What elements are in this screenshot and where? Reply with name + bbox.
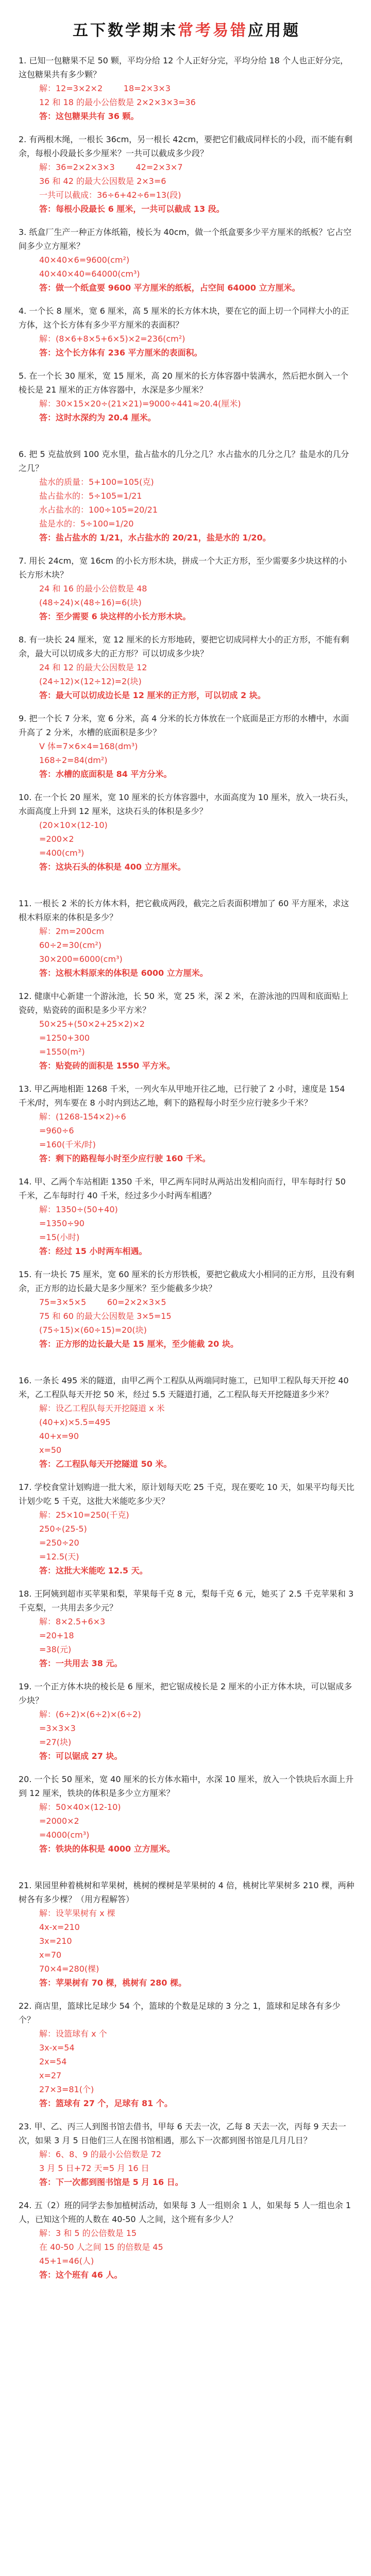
- answer-line: 答：一共用去 38 元。: [39, 1658, 123, 1668]
- answer-line: 解：25×10=250(千克): [39, 1510, 129, 1520]
- question-text: 13. 甲乙两地相距 1268 千米，一列火车从甲地开往乙地，已行驶了 2 小时，速度是 154 千米/时，列车要在 8 小时内到达乙地，剩下的路程每小时至少应行驶多少千米？: [19, 1084, 348, 1108]
- question-block: [19, 1587, 355, 1670]
- question-text: 21. 果园里种着桃树和苹果树，桃树的棵树是苹果树的 4 倍，桃树比苹果树多 210 棵，两种树各有多少棵？（用方程解答）: [19, 1880, 355, 1904]
- question-block: [19, 1175, 355, 1258]
- answer-line: 盐占盐水的：5÷105=1/21: [39, 491, 142, 501]
- answer-line: 答：篮球有 27 个，足球有 81 个。: [39, 2098, 173, 2108]
- answer-line: 盐是水的：5÷100=1/20: [39, 519, 134, 529]
- answer-line: 解：6、8、9 的最小公倍数是 72: [39, 2149, 162, 2159]
- question-text: 6. 把 5 克盐放到 100 克水里，盐占盐水的几分之几？水占盐水的几分之几？盐是水的几分之几？: [19, 449, 349, 473]
- answer-line: 答：乙工程队每天开挖隧道 50 米。: [39, 1459, 172, 1469]
- question-block: [19, 1999, 355, 2110]
- answer-line: 解：设篮球有 x 个: [39, 2029, 107, 2039]
- answer-line: 答：这根木料原来的体积是 6000 立方厘米。: [39, 968, 208, 978]
- question-text: 3. 纸盒厂生产一种正方体纸箱，棱长为 40cm，做一个纸盒要多少平方厘米的纸板？它占空间多少立方厘米？: [19, 227, 352, 251]
- question-text: 24. 五（2）班的同学去参加植树活动，如果每 3 人一组则余 1 人，如果每 5 人一组也余 1 人，已知这个班的人数在 40-50 人之间，这个班有多少人？: [19, 2200, 354, 2224]
- answer-line: 答：贴瓷砖的面积是 1550 平方米。: [39, 1061, 175, 1071]
- answer-line: =250÷20: [39, 1538, 79, 1548]
- question-block: [19, 1374, 355, 1471]
- answer-line: 45+1=46(人): [39, 2256, 94, 2266]
- question-block: [19, 1480, 355, 1578]
- question-block: [19, 1772, 355, 1856]
- answer-line: =27(块): [39, 1737, 72, 1747]
- answer-line: 解：(1268-154×2)÷6: [39, 1112, 126, 1122]
- question-block: [19, 2198, 355, 2282]
- question-text: 22. 商店里，篮球比足球少 54 个，篮球的个数是足球的 3 分之 1，篮球和足球各有多少个？: [19, 2001, 341, 2025]
- answer-line: 答：每根小段最长 6 厘米，一共可以截成 13 段。: [39, 204, 225, 214]
- answer-line: =2000×2: [39, 1816, 79, 1826]
- answer-line: =400(cm³): [39, 848, 85, 858]
- answer-line: 答：最大可以切成边长是 12 厘米的正方形，可以切成 2 块。: [39, 690, 266, 700]
- answer-line: 3 月 5 日+72 天=5 月 16 日: [39, 2163, 149, 2173]
- answer-line: 解：36=2×2×3×3 42=2×3×7: [39, 162, 183, 172]
- answer-line: 解：2m=200cm: [39, 926, 105, 936]
- answer-line: 60÷2=30(cm²): [39, 940, 102, 950]
- answer-line: 解：(8×6+8×5+6×5)×2=236(cm²): [39, 334, 185, 344]
- question-block: [19, 896, 355, 980]
- answer-line: =1350÷90: [39, 1218, 85, 1228]
- answer-line: =960÷6: [39, 1126, 74, 1136]
- answer-line: 27×3=81(个): [39, 2084, 94, 2094]
- question-block: [19, 54, 355, 123]
- answer-line: 36 和 42 的最大公因数是 2×3=6: [39, 176, 166, 186]
- question-text: 7. 用长 24cm，宽 16cm 的小长方形木块，拼成一个大正方形，至少需要多少块这样的小长方形木块？: [19, 556, 347, 580]
- answer-line: (24÷12)×(12÷12)=2(块): [39, 676, 142, 686]
- question-block: [19, 1082, 355, 1165]
- answer-line: 解：1350÷(50+40): [39, 1205, 118, 1214]
- question-block: [19, 790, 355, 874]
- answer-line: 答：水槽的底面积是 84 平方分米。: [39, 769, 172, 779]
- answer-line: (20×10×(12-10): [39, 820, 108, 830]
- answer-line: 答：剩下的路程每小时至少应行驶 160 千米。: [39, 1154, 211, 1163]
- answer-line: 答：下一次都到图书馆是 5 月 16 日。: [39, 2177, 183, 2187]
- question-text: 17. 学校食堂计划购进一批大米，原计划每天吃 25 千克，现在要吃 10 天，如果平均每天比计划少吃 5 千克，这批大米能吃多少天？: [19, 1482, 355, 1506]
- question-text: 19. 一个正方体木块的棱长是 6 厘米，把它锯成棱长是 2 厘米的小正方体木块，可以锯成多少块？: [19, 1682, 352, 1705]
- answer-line: =1550(m²): [39, 1047, 85, 1057]
- answer-line: 答：这个班有 46 人。: [39, 2270, 123, 2280]
- question-block: [19, 304, 355, 360]
- question-block: [19, 1878, 355, 1990]
- answer-line: 答：可以锯成 27 块。: [39, 1751, 123, 1761]
- title-part-2: 常考易错: [178, 22, 248, 40]
- question-text: 12. 健康中心新建一个游泳池，长 50 米，宽 25 米，深 2 米，在游泳池的四周和底面贴上瓷砖，贴瓷砖的面积是多少平方米？: [19, 991, 348, 1015]
- question-text: 10. 在一个长 20 厘米，宽 10 厘米的长方体容器中，水面高度为 10 厘米，放入一块石头，水面高度上升到 12 厘米，这块石头的体积是多少？: [19, 792, 354, 816]
- answer-line: 3x=210: [39, 1936, 72, 1946]
- answer-line: 在 40-50 人之间 15 的倍数是 45: [39, 2242, 163, 2252]
- page-title: [19, 18, 355, 40]
- answer-line: x=27: [39, 2071, 62, 2080]
- answer-line: =20+18: [39, 1631, 74, 1640]
- answer-line: 50×25+(50×2+25×2)×2: [39, 1019, 145, 1029]
- answer-line: 75=3×5×5 60=2×2×3×5: [39, 1297, 166, 1307]
- question-block: [19, 447, 355, 545]
- answer-line: 解：(6÷2)×(6÷2)×(6÷2): [39, 1709, 141, 1719]
- question-text: 11. 一根长 2 米的长方体木料，把它截成两段，截完之后表面积增加了 60 平方厘米，求这根木料原来的体积是多少？: [19, 899, 349, 922]
- answer-line: 解：设苹果树有 x 棵: [39, 1908, 115, 1918]
- answer-line: =3×3×3: [39, 1723, 76, 1733]
- answer-line: 答：这个长方体有 236 平方厘米的表面积。: [39, 348, 203, 358]
- question-block: [19, 711, 355, 781]
- question-text: 8. 有一块长 24 厘米，宽 12 厘米的长方形地砖，要把它切成同样大小的正方形，不能有剩余，最大可以切成多大的正方形？可以切成多少块？: [19, 635, 349, 658]
- answer-line: x=70: [39, 1950, 62, 1960]
- answer-line: x=50: [39, 1445, 62, 1455]
- question-text: 5. 在一个长 30 厘米，宽 15 厘米，高 20 厘米的长方体容器中装满水，然后把水倒入一个棱长是 21 厘米的正方体容器中，水深是多少厘米？: [19, 371, 348, 395]
- answer-line: (40+x)×5.5=495: [39, 1417, 111, 1427]
- answer-line: 答：这块石头的体积是 400 立方厘米。: [39, 862, 186, 872]
- answer-line: 水占盐水的：100÷105=20/21: [39, 505, 158, 515]
- answer-line: =160(千米/时): [39, 1140, 96, 1149]
- answer-line: 答：这批大米能吃 12.5 天。: [39, 1566, 148, 1575]
- answer-line: =15(小时): [39, 1232, 80, 1242]
- question-text: 18. 王阿姨到超市买苹果和梨，苹果每千克 8 元，梨每千克 6 元，她买了 2.5 千克苹果和 3 千克梨，一共用去多少元？: [19, 1589, 357, 1613]
- answer-line: =38(元): [39, 1645, 72, 1654]
- answer-line: 解：50×40×(12-10): [39, 1802, 121, 1812]
- answer-line: 70×4=280(棵): [39, 1964, 99, 1974]
- question-block: [19, 369, 355, 425]
- title-part-1: 五下数学期末: [73, 22, 178, 40]
- answer-line: 解：30×15×20÷(21×21)=9000÷441≈20.4(厘米): [39, 399, 241, 409]
- question-block: [19, 633, 355, 702]
- answer-line: 一共可以截成：36÷6+42÷6=13(段): [39, 190, 181, 200]
- question-block: [19, 1680, 355, 1763]
- question-text: 2. 有两根木绳，一根长 36cm，另一根长 42cm，要把它们截成同样长的小段，而不能有剩余，每根小段最长多少厘米？一共可以截成多少段？: [19, 134, 353, 158]
- question-text: 23. 甲、乙、丙三人到图书馆去借书，甲每 6 天去一次，乙每 8 天去一次，丙每 9 天去一次，如果 3 月 5 日他们三人在图书馆相遇，那么下一次都到图书馆是几月几日？: [19, 2122, 346, 2145]
- answer-line: =200×2: [39, 834, 74, 844]
- question-text: 16. 一条长 495 米的隧道，由甲乙两个工程队从两端同时施工，已知甲工程队每天开挖 40 米，乙工程队每天开挖 50 米，经过 5.5 天隧道打通，乙工程队每天开挖隧道多少米？: [19, 1376, 351, 1399]
- answer-line: 250÷(25-5): [39, 1524, 87, 1534]
- answer-line: (75÷15)×(60÷15)=20(块): [39, 1325, 147, 1335]
- answer-line: 答：这时水深约为 20.4 厘米。: [39, 413, 156, 422]
- answer-line: =12.5(天): [39, 1552, 79, 1562]
- question-text: 20. 一个长 50 厘米，宽 40 厘米的长方体水箱中，水深 10 厘米，放入一个铁块后水面上升到 12 厘米，铁块的体积是多少立方厘米？: [19, 1774, 354, 1798]
- answer-line: 答：苹果树有 70 棵，桃树有 280 棵。: [39, 1978, 187, 1988]
- answer-line: 40×40×6=9600(cm²): [39, 255, 130, 265]
- question-text: 14. 甲、乙两个车站相距 1350 千米，甲乙两车同时从两站出发相向而行，甲车每时行 50 千米，乙车每时行 40 千米，经过多少小时两车相遇？: [19, 1177, 348, 1200]
- answer-line: 2x=54: [39, 2057, 67, 2066]
- answer-line: 解：3 和 5 的公倍数是 15: [39, 2228, 137, 2238]
- answer-line: 盐水的质量：5+100=105(克): [39, 477, 154, 487]
- question-text: 1. 已知一包糖果不足 50 颗，平均分给 12 个人正好分完，平均分给 18 个人也正好分完，这包糖果共有多少颗？: [19, 56, 348, 79]
- answer-line: 解：12=3×2×2 18=2×3×3: [39, 83, 171, 93]
- answer-line: 75 和 60 的最大公因数是 3×5=15: [39, 1311, 172, 1321]
- answer-line: 答：这包糖果共有 36 颗。: [39, 111, 139, 121]
- answer-line: 解：8×2.5+6×3: [39, 1617, 106, 1626]
- answer-line: 24 和 12 的最大公因数是 12: [39, 663, 147, 672]
- question-text: 9. 把一个长 7 分米，宽 6 分米，高 4 分米的长方体放在一个底面是正方形的水槽中，水面升高了 2 分米，水槽的底面积是多少？: [19, 714, 349, 737]
- answer-line: 30×200=6000(cm³): [39, 954, 123, 964]
- answer-line: 40×40×40=64000(cm³): [39, 269, 140, 279]
- answer-line: 40+x=90: [39, 1431, 79, 1441]
- answer-line: (48÷24)×(48÷16)=6(块): [39, 598, 142, 607]
- answer-line: 答：经过 15 小时两车相遇。: [39, 1246, 147, 1256]
- answer-line: 3x-x=54: [39, 2043, 75, 2053]
- answer-line: 答：正方形的边长最大是 15 厘米，至少能截 20 块。: [39, 1339, 239, 1349]
- title-part-3: 应用题: [248, 22, 300, 40]
- question-block: [19, 989, 355, 1073]
- answer-line: 答：盐占盐水的 1/21，水占盐水的 20/21，盐是水的 1/20。: [39, 533, 271, 543]
- answer-line: =4000(cm³): [39, 1830, 90, 1840]
- answer-line: 24 和 16 的最小公倍数是 48: [39, 584, 147, 594]
- question-block: [19, 2120, 355, 2189]
- question-block: [19, 1267, 355, 1351]
- answer-line: =1250+300: [39, 1033, 90, 1043]
- question-text: 15. 有一块长 75 厘米，宽 60 厘米的长方形铁板，要把它截成大小相同的正方形，且没有剩余，正方形的边长最大是多少厘米？至少能截多少块？: [19, 1269, 355, 1293]
- answer-line: V 体=7×6×4=168(dm³): [39, 741, 138, 751]
- question-block: [19, 225, 355, 295]
- answer-line: 答：至少需要 6 块这样的小长方形木块。: [39, 612, 191, 621]
- answer-line: 168÷2=84(dm²): [39, 755, 108, 765]
- question-list: [19, 54, 355, 2282]
- answer-line: 12 和 18 的最小公倍数是 2×2×3×3=36: [39, 97, 196, 107]
- question-text: 4. 一个长 8 厘米，宽 6 厘米，高 5 厘米的长方体木块，要在它的面上切一个同样大小的正方体，这个长方体有多少平方厘米的表面积？: [19, 306, 349, 330]
- question-block: [19, 554, 355, 623]
- question-block: [19, 132, 355, 216]
- answer-line: 解：设乙工程队每天开挖隧道 x 米: [39, 1403, 165, 1413]
- answer-line: 4x-x=210: [39, 1922, 80, 1932]
- answer-line: 答：铁块的体积是 4000 立方厘米。: [39, 1844, 175, 1854]
- answer-line: 答：做一个纸盒要 9600 平方厘米的纸板，占空间 64000 立方厘米。: [39, 283, 300, 293]
